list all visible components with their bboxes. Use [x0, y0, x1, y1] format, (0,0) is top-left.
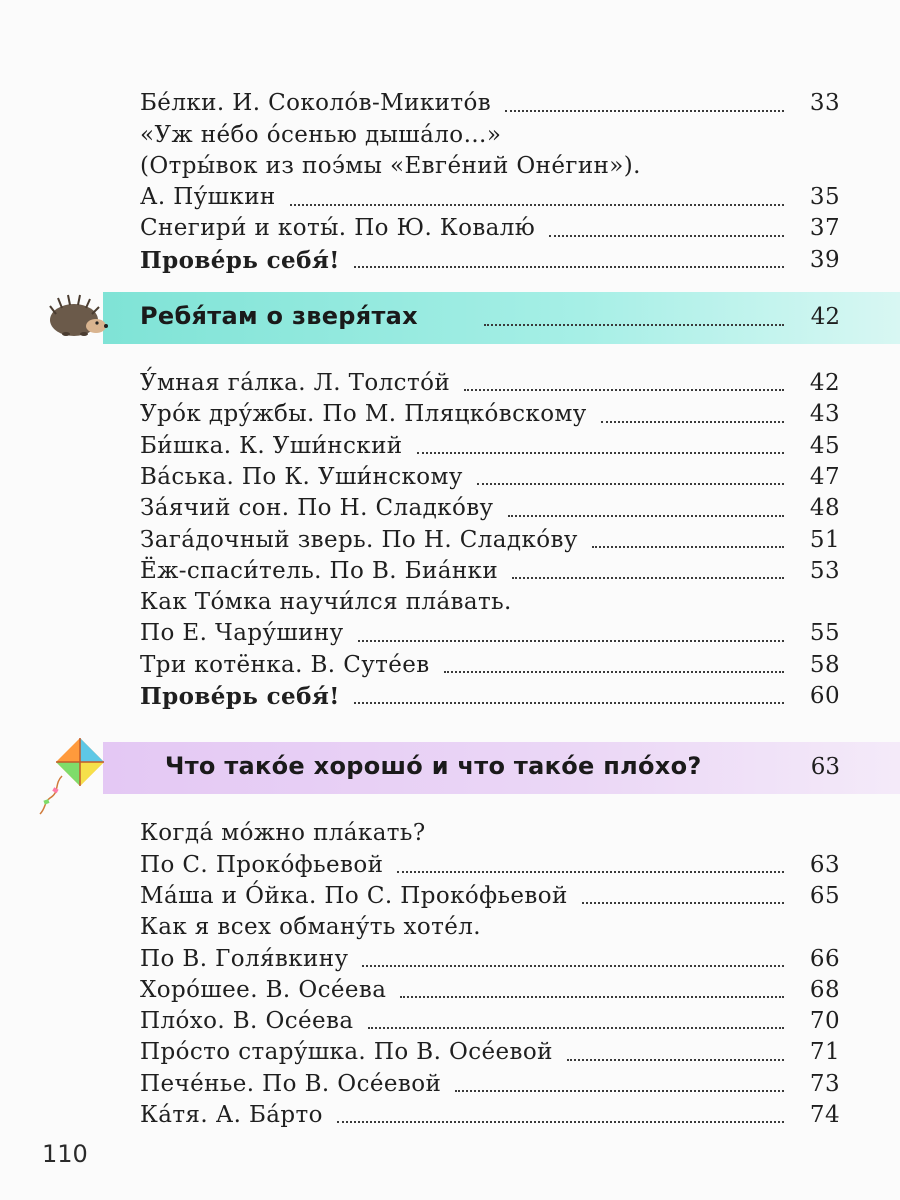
hedgehog-icon — [44, 292, 108, 340]
toc-entry-title: Зага́дочный зверь. По Н. Сладко́ву — [140, 526, 578, 553]
table-of-contents — [0, 88, 900, 1131]
toc-entry-title: По С. Проко́фьевой — [140, 851, 384, 878]
leader-dots — [417, 452, 784, 454]
leader-dots — [508, 515, 785, 517]
leader-dots — [567, 1059, 784, 1061]
toc-entry-page: 65 — [809, 882, 840, 909]
toc-entry-title: Ёж-спаси́тель. По В. Биа́нки — [140, 557, 499, 584]
toc-entry-title: У́мная га́лка. Л. Толсто́й — [140, 370, 451, 397]
toc-entry-title: По В. Голя́вкину — [140, 945, 349, 972]
leader-dots — [601, 421, 784, 423]
toc-entry-title: А. Пу́шкин — [140, 184, 276, 211]
section-header-good-bad — [0, 742, 900, 798]
leader-dots — [592, 546, 784, 548]
leader-dots — [368, 1027, 784, 1029]
toc-entry[interactable] — [140, 975, 840, 1006]
toc-entry-title: За́ячий сон. По Н. Сладко́ву — [140, 495, 494, 522]
toc-entry[interactable] — [140, 1100, 840, 1131]
toc-entry-title: Бе́лки. И. Соколо́в-Микито́в — [140, 90, 492, 117]
toc-entry-title: Как То́мка научи́лся пла́вать. — [140, 589, 512, 616]
toc-entry-title: (Отры́вок из поэ́мы «Евге́ний Оне́гин»). — [140, 152, 641, 179]
leader-dots — [358, 640, 784, 642]
toc-entry[interactable] — [140, 649, 840, 680]
toc-entry-title: Про́сто стару́шка. По В. Осе́евой — [140, 1039, 553, 1066]
leader-dots — [354, 702, 784, 704]
toc-entry[interactable] — [140, 849, 840, 880]
toc-entry-page: 63 — [809, 851, 840, 878]
toc-entry[interactable] — [140, 399, 840, 430]
toc-entry-page: 55 — [809, 620, 840, 647]
toc-entry[interactable] — [140, 556, 840, 587]
toc-entry-title: Прове́рь себя́! — [140, 246, 340, 274]
leader-dots — [290, 204, 784, 206]
toc-entry[interactable] — [140, 1006, 840, 1037]
toc-group-2 — [0, 368, 900, 712]
toc-entry-title: Хоро́шее. В. Осе́ева — [140, 976, 387, 1003]
toc-entry-page: 39 — [809, 246, 840, 273]
toc-entry-title: Прове́рь себя́! — [140, 683, 340, 711]
toc-entry[interactable] — [140, 244, 840, 275]
toc-group-3 — [0, 818, 900, 1131]
leader-dots — [512, 577, 784, 579]
leader-dots — [397, 871, 784, 873]
toc-entry[interactable] — [140, 182, 840, 213]
leader-dots — [455, 1090, 784, 1092]
toc-entry-title: Пече́нье. По В. Осе́евой — [140, 1070, 442, 1097]
toc-entry-page: 48 — [809, 495, 840, 522]
leader-dots — [582, 902, 784, 904]
toc-entry[interactable] — [140, 213, 840, 244]
section-header-animals — [0, 292, 900, 348]
section-page: 42 — [810, 303, 840, 330]
toc-entry-page: 47 — [809, 463, 840, 490]
toc-entry-page: 33 — [809, 90, 840, 117]
toc-entry-page: 37 — [809, 215, 840, 242]
toc-entry-page: 45 — [809, 432, 840, 459]
leader-dots — [505, 110, 784, 112]
toc-entry[interactable] — [140, 943, 840, 974]
toc-entry-page: 68 — [809, 976, 840, 1003]
toc-entry-title: Уро́к дру́жбы. По М. Пляцко́вскому — [140, 401, 587, 428]
kite-icon — [30, 736, 106, 816]
toc-entry-page: 51 — [809, 526, 840, 553]
toc-entry-title: Ка́тя. А. Ба́рто — [140, 1102, 323, 1129]
toc-entry-title: Как я всех обману́ть хоте́л. — [140, 914, 481, 941]
toc-entry[interactable] — [140, 493, 840, 524]
page-number: 110 — [42, 1140, 88, 1168]
toc-entry[interactable] — [140, 430, 840, 461]
section-title[interactable]: Что тако́е хорошо́ и что тако́е пло́хо? — [165, 752, 702, 781]
toc-entry-title: Пло́хо. В. Осе́ева — [140, 1008, 354, 1035]
leader-dots — [444, 671, 784, 673]
toc-entry-title: Когда́ мо́жно пла́кать? — [140, 820, 426, 847]
section-title[interactable]: Ребя́там о зверя́тах — [140, 301, 418, 330]
toc-group-1 — [0, 88, 900, 276]
toc-entry[interactable] — [140, 881, 840, 912]
toc-entry-title: Ва́ська. По К. Уши́нскому — [140, 463, 463, 490]
toc-entry[interactable] — [140, 1037, 840, 1068]
toc-entry[interactable] — [140, 524, 840, 555]
leader-dots — [354, 266, 784, 268]
toc-entry-page: 66 — [809, 945, 840, 972]
toc-entry[interactable] — [140, 912, 840, 943]
section-page: 63 — [810, 754, 840, 781]
leader-dots — [549, 235, 784, 237]
toc-entry[interactable] — [140, 618, 840, 649]
toc-entry-title: По Е. Чару́шину — [140, 620, 344, 647]
toc-entry[interactable] — [140, 1068, 840, 1099]
leader-dots — [337, 1121, 784, 1123]
toc-entry-title: Три котёнка. В. Суте́ев — [140, 651, 430, 678]
toc-entry-title: Ма́ша и О́йка. По С. Проко́фьевой — [140, 882, 568, 909]
toc-entry[interactable] — [140, 818, 840, 849]
toc-entry-page: 60 — [809, 683, 840, 710]
toc-entry-page: 43 — [809, 401, 840, 428]
toc-entry-page: 70 — [809, 1008, 840, 1035]
toc-entry-page: 35 — [809, 184, 840, 211]
toc-entry-page: 58 — [809, 651, 840, 678]
toc-entry[interactable] — [140, 681, 840, 712]
leader-dots — [477, 483, 784, 485]
leader-dots — [400, 996, 784, 998]
toc-entry[interactable] — [140, 587, 840, 618]
toc-entry-page: 42 — [809, 370, 840, 397]
leader-dots — [484, 324, 784, 326]
toc-entry-page: 74 — [809, 1102, 840, 1129]
toc-entry-page: 53 — [809, 557, 840, 584]
toc-entry[interactable] — [140, 119, 840, 150]
toc-entry[interactable] — [140, 88, 840, 119]
toc-entry-title: Снегири́ и коты́. По Ю. Ковалю́ — [140, 215, 536, 242]
toc-entry-title: Би́шка. К. Уши́нский — [140, 432, 403, 459]
leader-dots — [362, 965, 784, 967]
toc-entry[interactable] — [140, 462, 840, 493]
toc-entry[interactable] — [140, 151, 840, 182]
leader-dots — [464, 389, 784, 391]
toc-entry[interactable] — [140, 368, 840, 399]
toc-entry-page: 71 — [809, 1039, 840, 1066]
toc-entry-page: 73 — [809, 1070, 840, 1097]
toc-entry-title: «Уж не́бо о́сенью дыша́ло…» — [140, 121, 502, 148]
